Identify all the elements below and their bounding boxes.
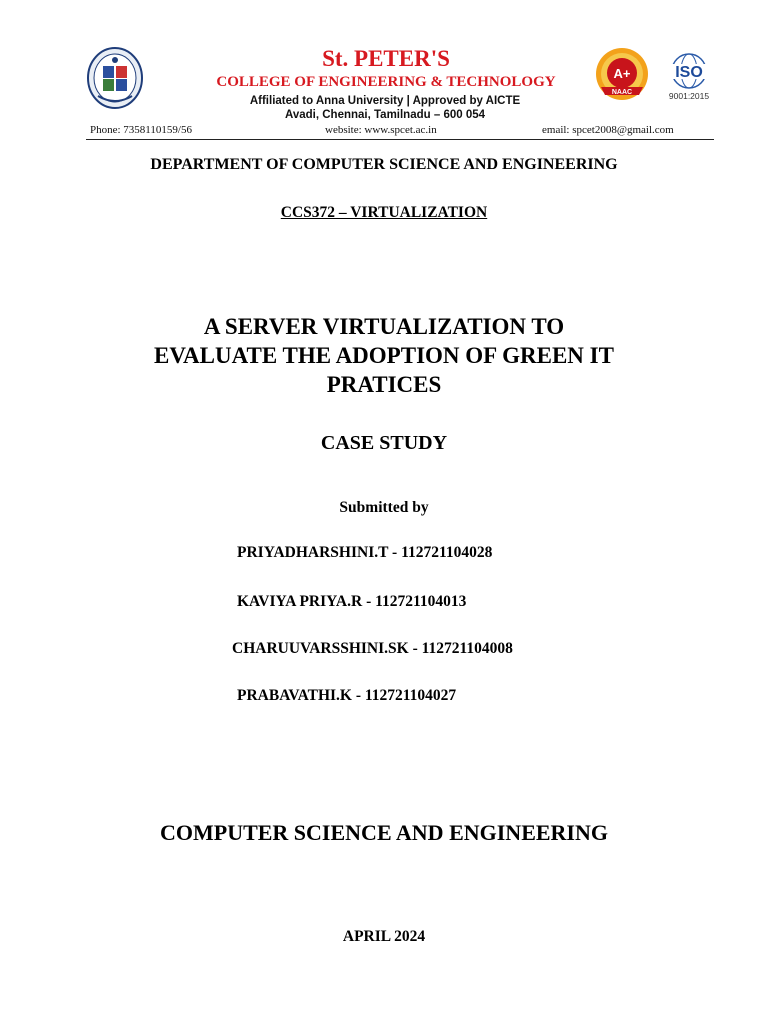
college-seal-icon (86, 46, 144, 110)
iso-number: 9001:2015 (668, 91, 710, 101)
student-entry: CHARUUVARSSHINI.SK - 112721104008 (232, 640, 513, 657)
course-code-text: CCS372 – VIRTUALIZATION (280, 204, 488, 221)
phone-text: Phone: 7358110159/56 (90, 124, 192, 136)
college-name: St. PETER'S (322, 46, 450, 71)
student-entry: PRIYADHARSHINI.T - 112721104028 (237, 544, 493, 561)
title-line-2: EVALUATE THE ADOPTION OF GREEN IT (154, 343, 614, 368)
course-code (0, 203, 768, 223)
document-title (0, 312, 768, 399)
affiliation-text: Affiliated to Anna University | Approved by AICTE (249, 95, 521, 107)
iso-globe-icon (665, 52, 713, 102)
naac-badge-icon (593, 47, 651, 105)
email-text: email: spcet2008@gmail.com (542, 124, 674, 136)
submission-date: APRIL 2024 (342, 928, 426, 945)
header-divider (86, 139, 714, 140)
college-subtitle: COLLEGE OF ENGINEERING & TECHNOLOGY (216, 74, 556, 90)
document-type: CASE STUDY (320, 432, 448, 454)
submitted-by-label: Submitted by (339, 499, 429, 516)
student-entry: KAVIYA PRIYA.R - 112721104013 (237, 593, 467, 610)
naac-badge (593, 47, 651, 105)
website-text: website: www.spcet.ac.in (325, 124, 437, 136)
footer-department: COMPUTER SCIENCE AND ENGINEERING (159, 820, 608, 845)
student-entry: PRABAVATHI.K - 112721104027 (237, 687, 457, 704)
iso-label: ISO (675, 64, 703, 81)
iso-badge (665, 52, 713, 102)
department-heading: DEPARTMENT OF COMPUTER SCIENCE AND ENGINEERING (150, 156, 618, 173)
college-seal-logo (86, 46, 144, 110)
naac-grade: A+ (613, 66, 631, 81)
naac-label: NAAC (611, 89, 633, 96)
title-line-1: A SERVER VIRTUALIZATION TO (203, 314, 565, 339)
title-line-3: PRATICES (326, 372, 442, 397)
address-text: Avadi, Chennai, Tamilnadu – 600 054 (284, 109, 486, 121)
